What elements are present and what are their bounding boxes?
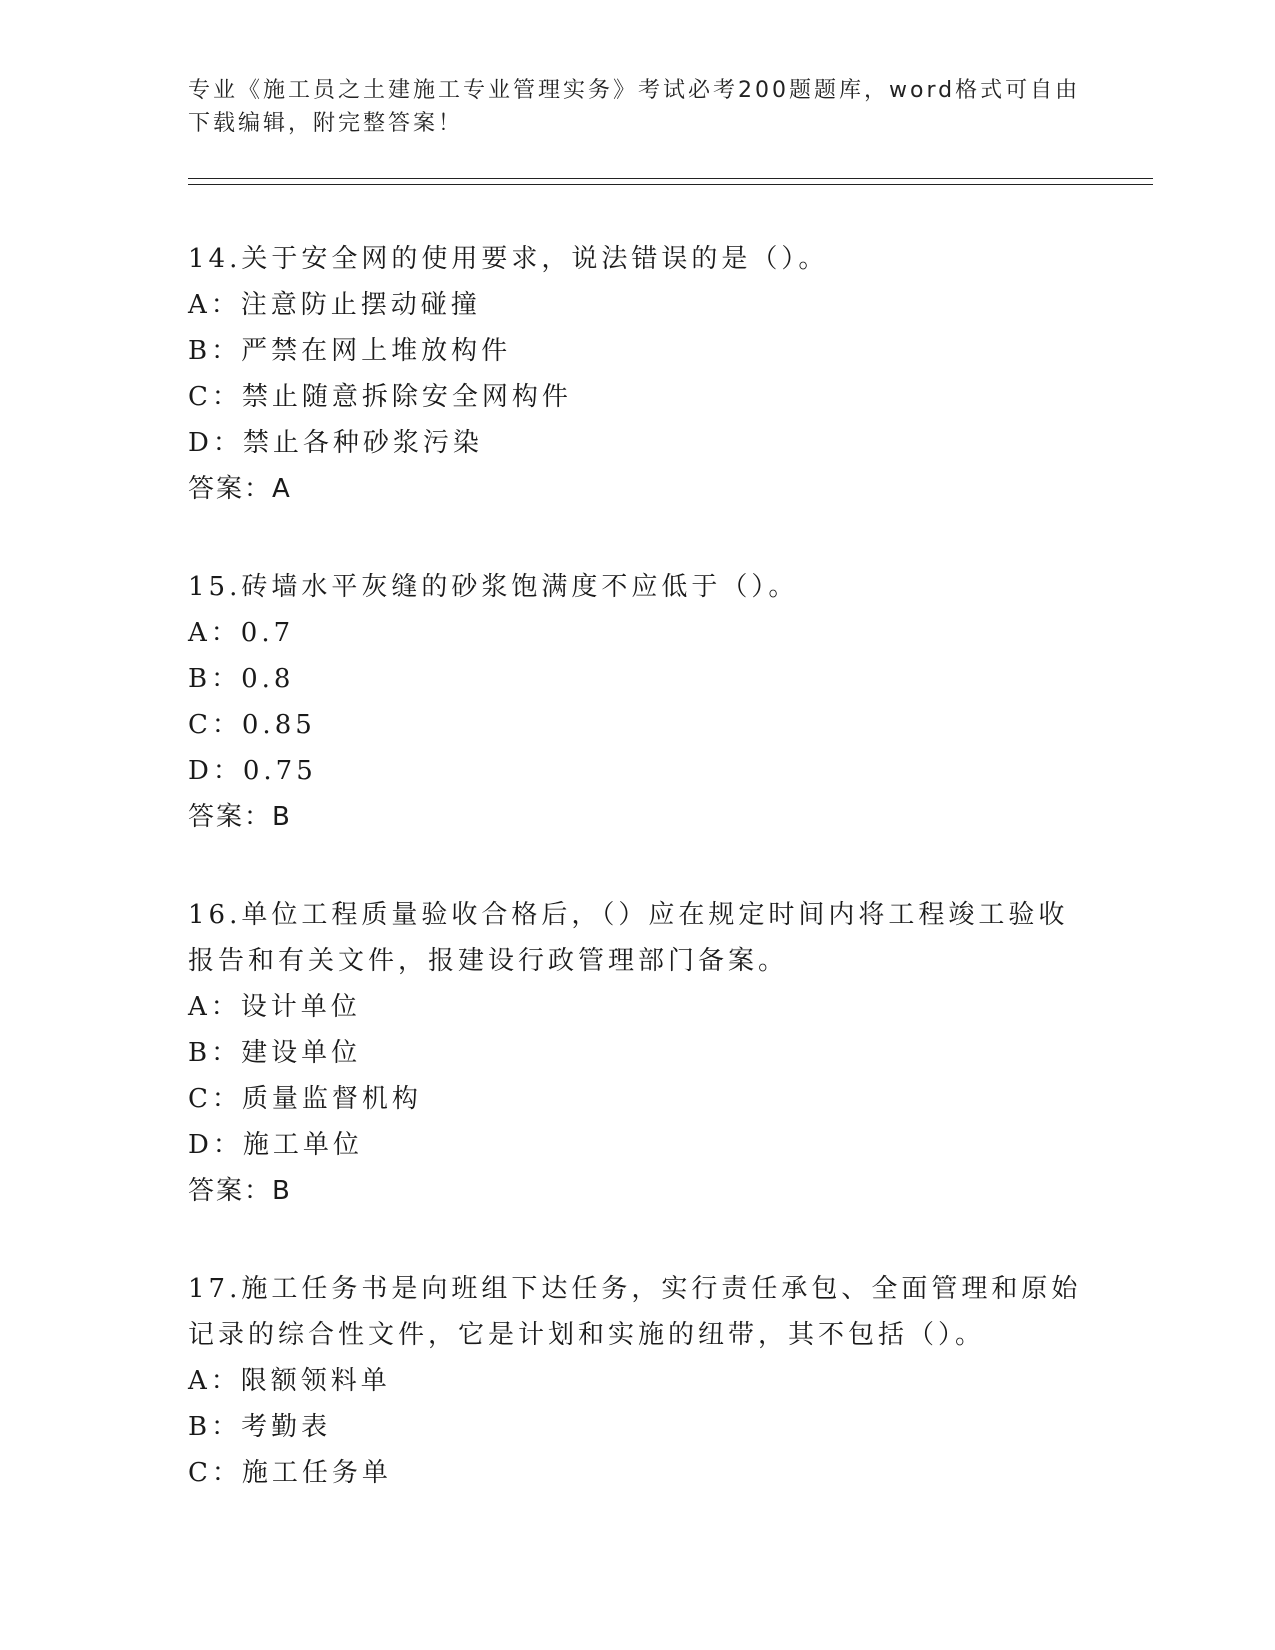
question-14 bbox=[188, 236, 1088, 512]
option-d: D：禁止各种砂浆污染 bbox=[188, 428, 483, 458]
option-b: B：考勤表 bbox=[188, 1412, 332, 1442]
option-b: B：建设单位 bbox=[188, 1038, 362, 1068]
question-15 bbox=[188, 564, 1088, 840]
option-d: D：0.75 bbox=[188, 756, 317, 786]
option-c: C：施工任务单 bbox=[188, 1458, 392, 1488]
question-17 bbox=[188, 1266, 1088, 1496]
option-d: D：施工单位 bbox=[188, 1130, 363, 1160]
option-c: C：0.85 bbox=[188, 710, 316, 740]
question-stem: 17.施工任务书是向班组下达任务，实行责任承包、全面管理和原始记录的综合性文件，它是计划和实施的纽带，其不包括（）。 bbox=[188, 1274, 1082, 1350]
answer: 答案：A bbox=[188, 474, 292, 504]
option-c: C：禁止随意拆除安全网构件 bbox=[188, 382, 572, 412]
header-divider-top bbox=[188, 178, 1153, 179]
option-c: C：质量监督机构 bbox=[188, 1084, 422, 1114]
question-stem: 15.砖墙水平灰缝的砂浆饱满度不应低于（）。 bbox=[188, 572, 799, 602]
option-a: A：0.7 bbox=[188, 618, 295, 648]
question-stem: 14.关于安全网的使用要求，说法错误的是（）。 bbox=[188, 244, 829, 274]
question-stem: 16.单位工程质量验收合格后，（）应在规定时间内将工程竣工验收报告和有关文件，报建设行政管理部门备案。 bbox=[188, 900, 1069, 976]
header-divider-bottom bbox=[188, 184, 1153, 185]
question-16 bbox=[188, 892, 1088, 1214]
option-b: B：0.8 bbox=[188, 664, 295, 694]
option-b: B：严禁在网上堆放构件 bbox=[188, 336, 512, 366]
answer: 答案：B bbox=[188, 802, 292, 832]
option-a: A：设计单位 bbox=[188, 992, 361, 1022]
option-a: A：注意防止摆动碰撞 bbox=[188, 290, 481, 320]
document-header: 专业《施工员之土建施工专业管理实务》考试必考200题题库，word格式可自由下载编辑，附完整答案！ bbox=[188, 78, 1081, 136]
answer: 答案：B bbox=[188, 1176, 292, 1206]
question-list bbox=[188, 236, 1088, 1548]
option-a: A：限额领料单 bbox=[188, 1366, 391, 1396]
